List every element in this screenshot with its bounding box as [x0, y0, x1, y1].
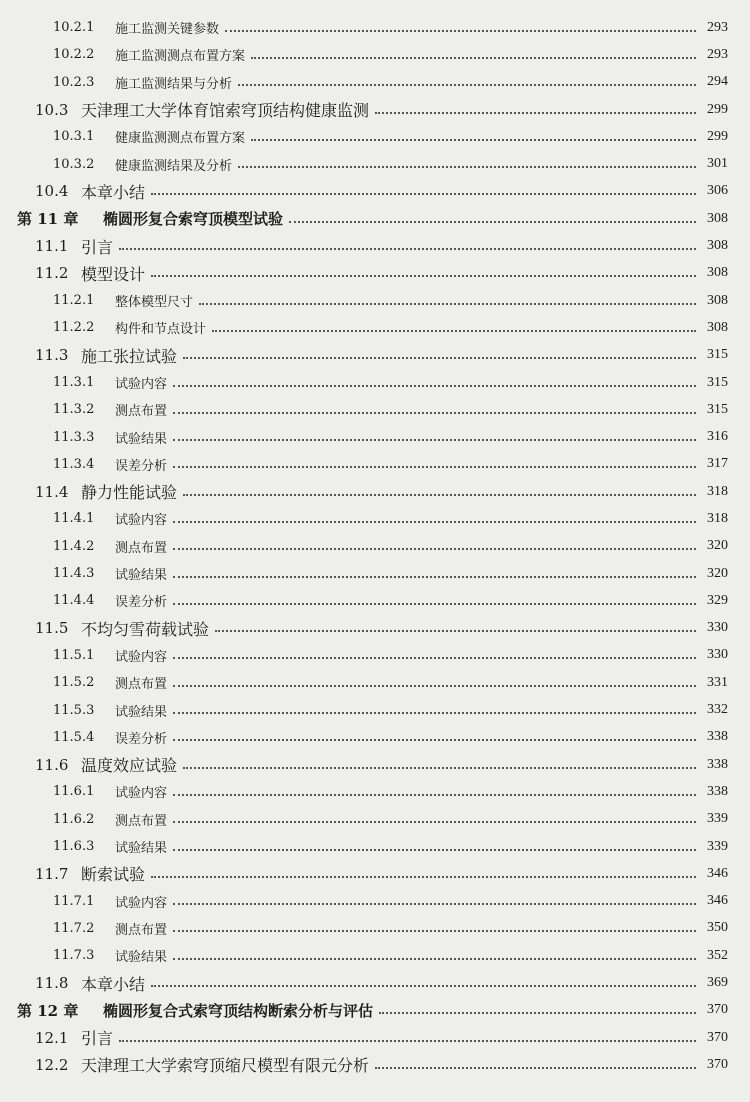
toc-entry-number: 11.6.2 — [53, 811, 95, 827]
toc-section-entry[interactable] — [0, 751, 750, 778]
toc-entry-title: 施工监测关键参数 — [115, 22, 220, 38]
toc-entry-title: 引言 — [81, 1029, 114, 1049]
dot-leader — [173, 930, 696, 932]
dot-leader — [173, 712, 696, 714]
toc-entry-title: 健康监测结果及分析 — [115, 158, 233, 174]
toc-entry-number: 11.3.1 — [53, 375, 95, 390]
toc-entry-number: 第 11 章 — [17, 210, 79, 229]
toc-entry-page-number: 315 — [707, 374, 728, 390]
toc-entry-page-number: 338 — [707, 783, 728, 799]
toc-chapter-entry[interactable] — [0, 997, 750, 1024]
toc-section-entry[interactable] — [0, 505, 750, 532]
toc-entry-number: 10.4 — [35, 182, 69, 201]
toc-entry-title: 椭圆形复合索穹顶模型试验 — [103, 210, 284, 229]
dot-leader — [173, 466, 696, 468]
dot-leader — [151, 193, 696, 195]
toc-entry-number: 11.3.3 — [53, 429, 95, 445]
dot-leader — [173, 958, 696, 960]
toc-section-entry[interactable] — [0, 123, 750, 150]
toc-section-entry[interactable] — [0, 41, 750, 68]
toc-section-entry[interactable] — [0, 396, 750, 423]
dot-leader — [151, 876, 696, 878]
toc-entry-number: 12.2 — [35, 1055, 69, 1074]
toc-entry-page-number: 339 — [707, 811, 728, 827]
toc-entry-number: 11.5 — [35, 619, 69, 638]
toc-section-entry[interactable] — [0, 232, 750, 259]
toc-entry-page-number: 352 — [707, 947, 728, 963]
toc-section-entry[interactable] — [0, 1051, 750, 1078]
toc-entry-page-number: 329 — [707, 592, 728, 608]
dot-leader — [199, 303, 696, 305]
toc-entry-number: 11.3.4 — [53, 456, 95, 472]
dot-leader — [251, 57, 696, 59]
toc-entry-title: 试验结果 — [115, 568, 168, 584]
toc-entry-title: 误差分析 — [115, 731, 168, 747]
toc-chapter-entry[interactable] — [0, 205, 750, 232]
toc-entry-title: 误差分析 — [115, 458, 168, 474]
toc-entry-title: 试验结果 — [115, 704, 168, 720]
toc-entry-title: 构件和节点设计 — [115, 322, 207, 338]
toc-entry-number: 11.8 — [35, 974, 69, 993]
toc-entry-page-number: 318 — [707, 510, 728, 526]
toc-entry-title: 温度效应试验 — [81, 756, 178, 776]
dot-leader — [173, 657, 696, 659]
dot-leader — [151, 985, 696, 987]
toc-entry-number: 11.4.4 — [53, 593, 95, 609]
toc-entry-number: 11.7.2 — [53, 920, 95, 936]
dot-leader — [238, 84, 696, 86]
toc-entry-page-number: 332 — [707, 702, 728, 718]
toc-entry-page-number: 338 — [707, 756, 728, 772]
toc-entry-title: 测点布置 — [115, 677, 168, 693]
dot-leader — [173, 548, 696, 550]
toc-entry-page-number: 320 — [707, 565, 728, 581]
toc-entry-title: 施工张拉试验 — [81, 346, 178, 366]
toc-entry-title: 试验内容 — [115, 786, 168, 802]
toc-section-entry[interactable] — [0, 724, 750, 751]
toc-entry-page-number: 330 — [707, 647, 728, 663]
toc-entry-page-number: 330 — [707, 620, 728, 636]
toc-entry-title: 模型设计 — [81, 264, 146, 284]
dot-leader — [183, 494, 696, 496]
toc-section-entry[interactable] — [0, 96, 750, 123]
dot-leader — [238, 166, 696, 168]
toc-section-entry[interactable] — [0, 314, 750, 341]
toc-entry-number: 10.3.2 — [53, 156, 95, 172]
dot-leader — [183, 357, 696, 359]
toc-entry-number: 10.3.1 — [53, 129, 95, 145]
toc-entry-page-number: 370 — [707, 1056, 728, 1072]
dot-leader — [151, 275, 696, 277]
toc-section-entry[interactable] — [0, 451, 750, 478]
toc-entry-number: 10.2.3 — [53, 74, 95, 90]
toc-entry-number: 11.2 — [35, 264, 69, 283]
toc-section-entry[interactable] — [0, 860, 750, 887]
toc-entry-number: 11.5.2 — [53, 675, 95, 691]
toc-entry-page-number: 299 — [707, 101, 728, 117]
toc-entry-number: 11.1 — [35, 237, 69, 256]
toc-entry-number: 10.3 — [35, 100, 69, 119]
toc-section-entry[interactable] — [0, 1024, 750, 1051]
dot-leader — [173, 412, 696, 414]
toc-entry-number: 11.6.1 — [53, 784, 95, 800]
toc-section-entry[interactable] — [0, 342, 750, 369]
toc-entry-title: 静力性能试验 — [81, 483, 178, 503]
dot-leader — [212, 330, 696, 332]
toc-entry-number: 11.7.3 — [53, 948, 95, 964]
toc-entry-page-number: 294 — [707, 74, 728, 90]
dot-leader — [173, 794, 696, 796]
dot-leader — [375, 1067, 696, 1069]
toc-entry-title: 测点布置 — [115, 404, 168, 420]
dot-leader — [215, 630, 696, 632]
toc-entry-number: 11.5.1 — [53, 647, 95, 663]
dot-leader — [183, 767, 696, 769]
dot-leader — [173, 821, 696, 823]
toc-section-entry[interactable] — [0, 369, 750, 396]
toc-entry-page-number: 316 — [707, 429, 728, 445]
toc-entry-page-number: 370 — [707, 1029, 728, 1045]
toc-entry-page-number: 338 — [707, 729, 728, 745]
toc-entry-title: 健康监测测点布置方案 — [115, 131, 246, 147]
toc-section-entry[interactable] — [0, 669, 750, 696]
dot-leader — [225, 30, 696, 32]
toc-entry-page-number: 293 — [707, 46, 728, 62]
dot-leader — [251, 139, 696, 141]
toc-entry-number: 11.2.1 — [53, 293, 95, 309]
dot-leader — [119, 248, 696, 250]
toc-entry-page-number: 331 — [707, 674, 728, 690]
toc-section-entry[interactable] — [0, 560, 750, 587]
toc-section-entry[interactable] — [0, 942, 750, 969]
toc-entry-number: 11.5.4 — [53, 729, 95, 745]
toc-section-entry[interactable] — [0, 478, 750, 505]
dot-leader — [173, 439, 696, 441]
toc-entry-page-number: 339 — [707, 838, 728, 854]
dot-leader — [173, 603, 696, 605]
toc-section-entry[interactable] — [0, 969, 750, 996]
toc-entry-number: 11.5.3 — [53, 702, 95, 718]
toc-section-entry[interactable] — [0, 642, 750, 669]
toc-section-entry[interactable] — [0, 260, 750, 287]
toc-entry-title: 椭圆形复合式索穹顶结构断索分析与评估 — [103, 1001, 374, 1020]
toc-section-entry[interactable] — [0, 806, 750, 833]
toc-entry-page-number: 308 — [707, 265, 728, 281]
toc-entry-number: 11.6 — [35, 755, 69, 774]
toc-entry-title: 测点布置 — [115, 540, 168, 556]
toc-entry-page-number: 306 — [707, 183, 728, 199]
toc-entry-title: 断索试验 — [81, 865, 146, 885]
toc-entry-number: 11.7.1 — [53, 893, 95, 909]
toc-entry-number: 11.4 — [35, 482, 69, 501]
toc-entry-page-number: 293 — [707, 19, 728, 35]
toc-entry-number: 11.4.2 — [53, 538, 95, 554]
toc-entry-number: 10.2.1 — [53, 20, 95, 36]
toc-entry-page-number: 299 — [707, 128, 728, 144]
toc-entry-title: 试验结果 — [115, 841, 168, 857]
toc-entry-title: 试验内容 — [115, 895, 168, 911]
toc-entry-title: 试验内容 — [115, 513, 168, 529]
toc-entry-title: 施工监测结果与分析 — [115, 76, 233, 92]
dot-leader — [173, 739, 696, 741]
toc-entry-title: 本章小结 — [81, 182, 146, 202]
toc-section-entry[interactable] — [0, 423, 750, 450]
toc-entry-number: 12.1 — [35, 1028, 69, 1047]
toc-entry-number: 11.2.2 — [53, 320, 95, 336]
toc-entry-page-number: 370 — [707, 1002, 728, 1018]
toc-section-entry[interactable] — [0, 14, 750, 41]
toc-entry-page-number: 315 — [707, 347, 728, 363]
dot-leader — [173, 903, 696, 905]
dot-leader — [173, 385, 696, 387]
toc-section-entry[interactable] — [0, 533, 750, 560]
toc-entry-number: 11.6.3 — [53, 839, 95, 855]
dot-leader — [289, 221, 696, 223]
toc-entry-number: 11.7 — [35, 864, 69, 883]
dot-leader — [119, 1040, 696, 1042]
toc-section-entry[interactable] — [0, 615, 750, 642]
toc-section-entry[interactable] — [0, 915, 750, 942]
toc-entry-page-number: 308 — [707, 210, 728, 226]
toc-entry-title: 试验内容 — [115, 649, 168, 665]
toc-entry-page-number: 317 — [707, 456, 728, 472]
toc-section-entry[interactable] — [0, 287, 750, 314]
toc-section-entry[interactable] — [0, 696, 750, 723]
toc-entry-title: 试验结果 — [115, 431, 168, 447]
toc-entry-title: 试验结果 — [115, 950, 168, 966]
table-of-contents — [0, 14, 750, 1079]
dot-leader — [173, 685, 696, 687]
toc-section-entry[interactable] — [0, 69, 750, 96]
dot-leader — [173, 576, 696, 578]
toc-entry-title: 引言 — [81, 237, 114, 257]
toc-entry-number: 第 12 章 — [17, 1001, 79, 1020]
toc-entry-title: 测点布置 — [115, 813, 168, 829]
toc-entry-title: 整体模型尺寸 — [115, 295, 194, 311]
toc-entry-page-number: 308 — [707, 319, 728, 335]
toc-section-entry[interactable] — [0, 178, 750, 205]
toc-entry-page-number: 346 — [707, 865, 728, 881]
toc-section-entry[interactable] — [0, 888, 750, 915]
toc-entry-page-number: 320 — [707, 538, 728, 554]
toc-section-entry[interactable] — [0, 778, 750, 805]
toc-section-entry[interactable] — [0, 150, 750, 177]
toc-entry-title: 天津理工大学体育馆索穹顶结构健康监测 — [81, 101, 370, 121]
toc-entry-number: 11.3.2 — [53, 402, 95, 418]
toc-entry-title: 天津理工大学索穹顶缩尺模型有限元分析 — [81, 1056, 370, 1076]
toc-entry-title: 不均匀雪荷载试验 — [81, 619, 210, 639]
toc-entry-page-number: 308 — [707, 238, 728, 254]
toc-entry-title: 本章小结 — [81, 974, 146, 994]
toc-entry-title: 试验内容 — [115, 377, 168, 392]
toc-entry-number: 11.4.3 — [53, 566, 95, 582]
dot-leader — [379, 1012, 696, 1014]
dot-leader — [173, 849, 696, 851]
toc-entry-page-number: 346 — [707, 893, 728, 909]
toc-entry-page-number: 350 — [707, 920, 728, 936]
toc-entry-title: 测点布置 — [115, 922, 168, 938]
toc-entry-page-number: 301 — [707, 156, 728, 172]
toc-entry-page-number: 315 — [707, 401, 728, 417]
toc-entry-number: 11.4.1 — [53, 511, 95, 527]
toc-entry-number: 11.3 — [35, 346, 69, 365]
toc-section-entry[interactable] — [0, 587, 750, 614]
dot-leader — [173, 521, 696, 523]
toc-section-entry[interactable] — [0, 833, 750, 860]
toc-entry-page-number: 318 — [707, 483, 728, 499]
toc-entry-title: 施工监测测点布置方案 — [115, 49, 246, 65]
dot-leader — [375, 112, 696, 114]
toc-entry-title: 误差分析 — [115, 595, 168, 611]
toc-entry-page-number: 308 — [707, 292, 728, 308]
toc-entry-number: 10.2.2 — [53, 47, 95, 63]
toc-entry-page-number: 369 — [707, 975, 728, 991]
